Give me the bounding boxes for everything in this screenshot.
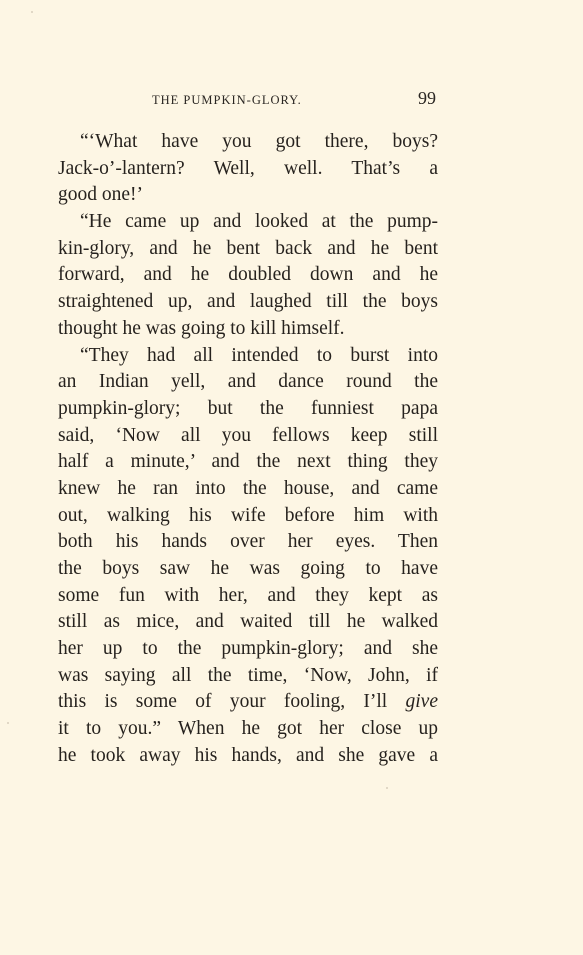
text-line: both his hands over her eyes. Then bbox=[58, 531, 438, 553]
text-line: thought he was going to kill himself. bbox=[58, 317, 345, 339]
text-line: forward, and he doubled down and he bbox=[58, 264, 438, 286]
text-line: it to you.” When he got her close up bbox=[58, 718, 438, 740]
text-line: he took away his hands, and she gave a bbox=[58, 744, 438, 766]
page-number: 99 bbox=[418, 88, 436, 108]
text-line: “He came up and looked at the pump- bbox=[80, 211, 438, 233]
text-line: good one!’ bbox=[58, 184, 144, 206]
paper-speck bbox=[7, 722, 9, 724]
text-line: “They had all intended to burst into bbox=[80, 344, 438, 366]
text-line: kin-glory, and he bent back and he bent bbox=[58, 237, 438, 259]
text-line: an Indian yell, and dance round the bbox=[58, 371, 438, 393]
running-title: THE PUMPKIN-GLORY. bbox=[152, 93, 302, 107]
running-head bbox=[58, 88, 436, 114]
text-line: was saying all the time, ‘Now, John, if bbox=[58, 664, 438, 686]
text-line: half a minute,’ and the next thing they bbox=[58, 451, 438, 473]
text-line: the boys saw he was going to have bbox=[58, 558, 438, 579]
paper-speck bbox=[386, 787, 388, 789]
text-line: knew he ran into the house, and came bbox=[58, 477, 438, 499]
text-line: out, walking his wife before him with bbox=[58, 504, 438, 526]
text-line: “‘What have you got there, boys? bbox=[80, 131, 438, 152]
text-line: pumpkin-glory; but the funniest papa bbox=[58, 397, 438, 419]
text-line: said, ‘Now all you fellows keep still bbox=[58, 424, 438, 446]
text-line: straightened up, and laughed till the boys bbox=[58, 291, 438, 313]
text-line: some fun with her, and they kept as bbox=[58, 584, 438, 606]
emphasized-word: give bbox=[405, 691, 438, 713]
text-line: her up to the pumpkin-glory; and she bbox=[58, 638, 438, 660]
paper-speck bbox=[31, 11, 33, 13]
text-line bbox=[58, 689, 438, 716]
text-line-start: this is some of your fooling, I’ll bbox=[58, 691, 406, 713]
text-line: Jack-o’-lantern? Well, well. That’s a bbox=[58, 157, 438, 179]
page-body-text bbox=[58, 129, 438, 770]
text-line: still as mice, and waited till he walked bbox=[58, 611, 438, 633]
